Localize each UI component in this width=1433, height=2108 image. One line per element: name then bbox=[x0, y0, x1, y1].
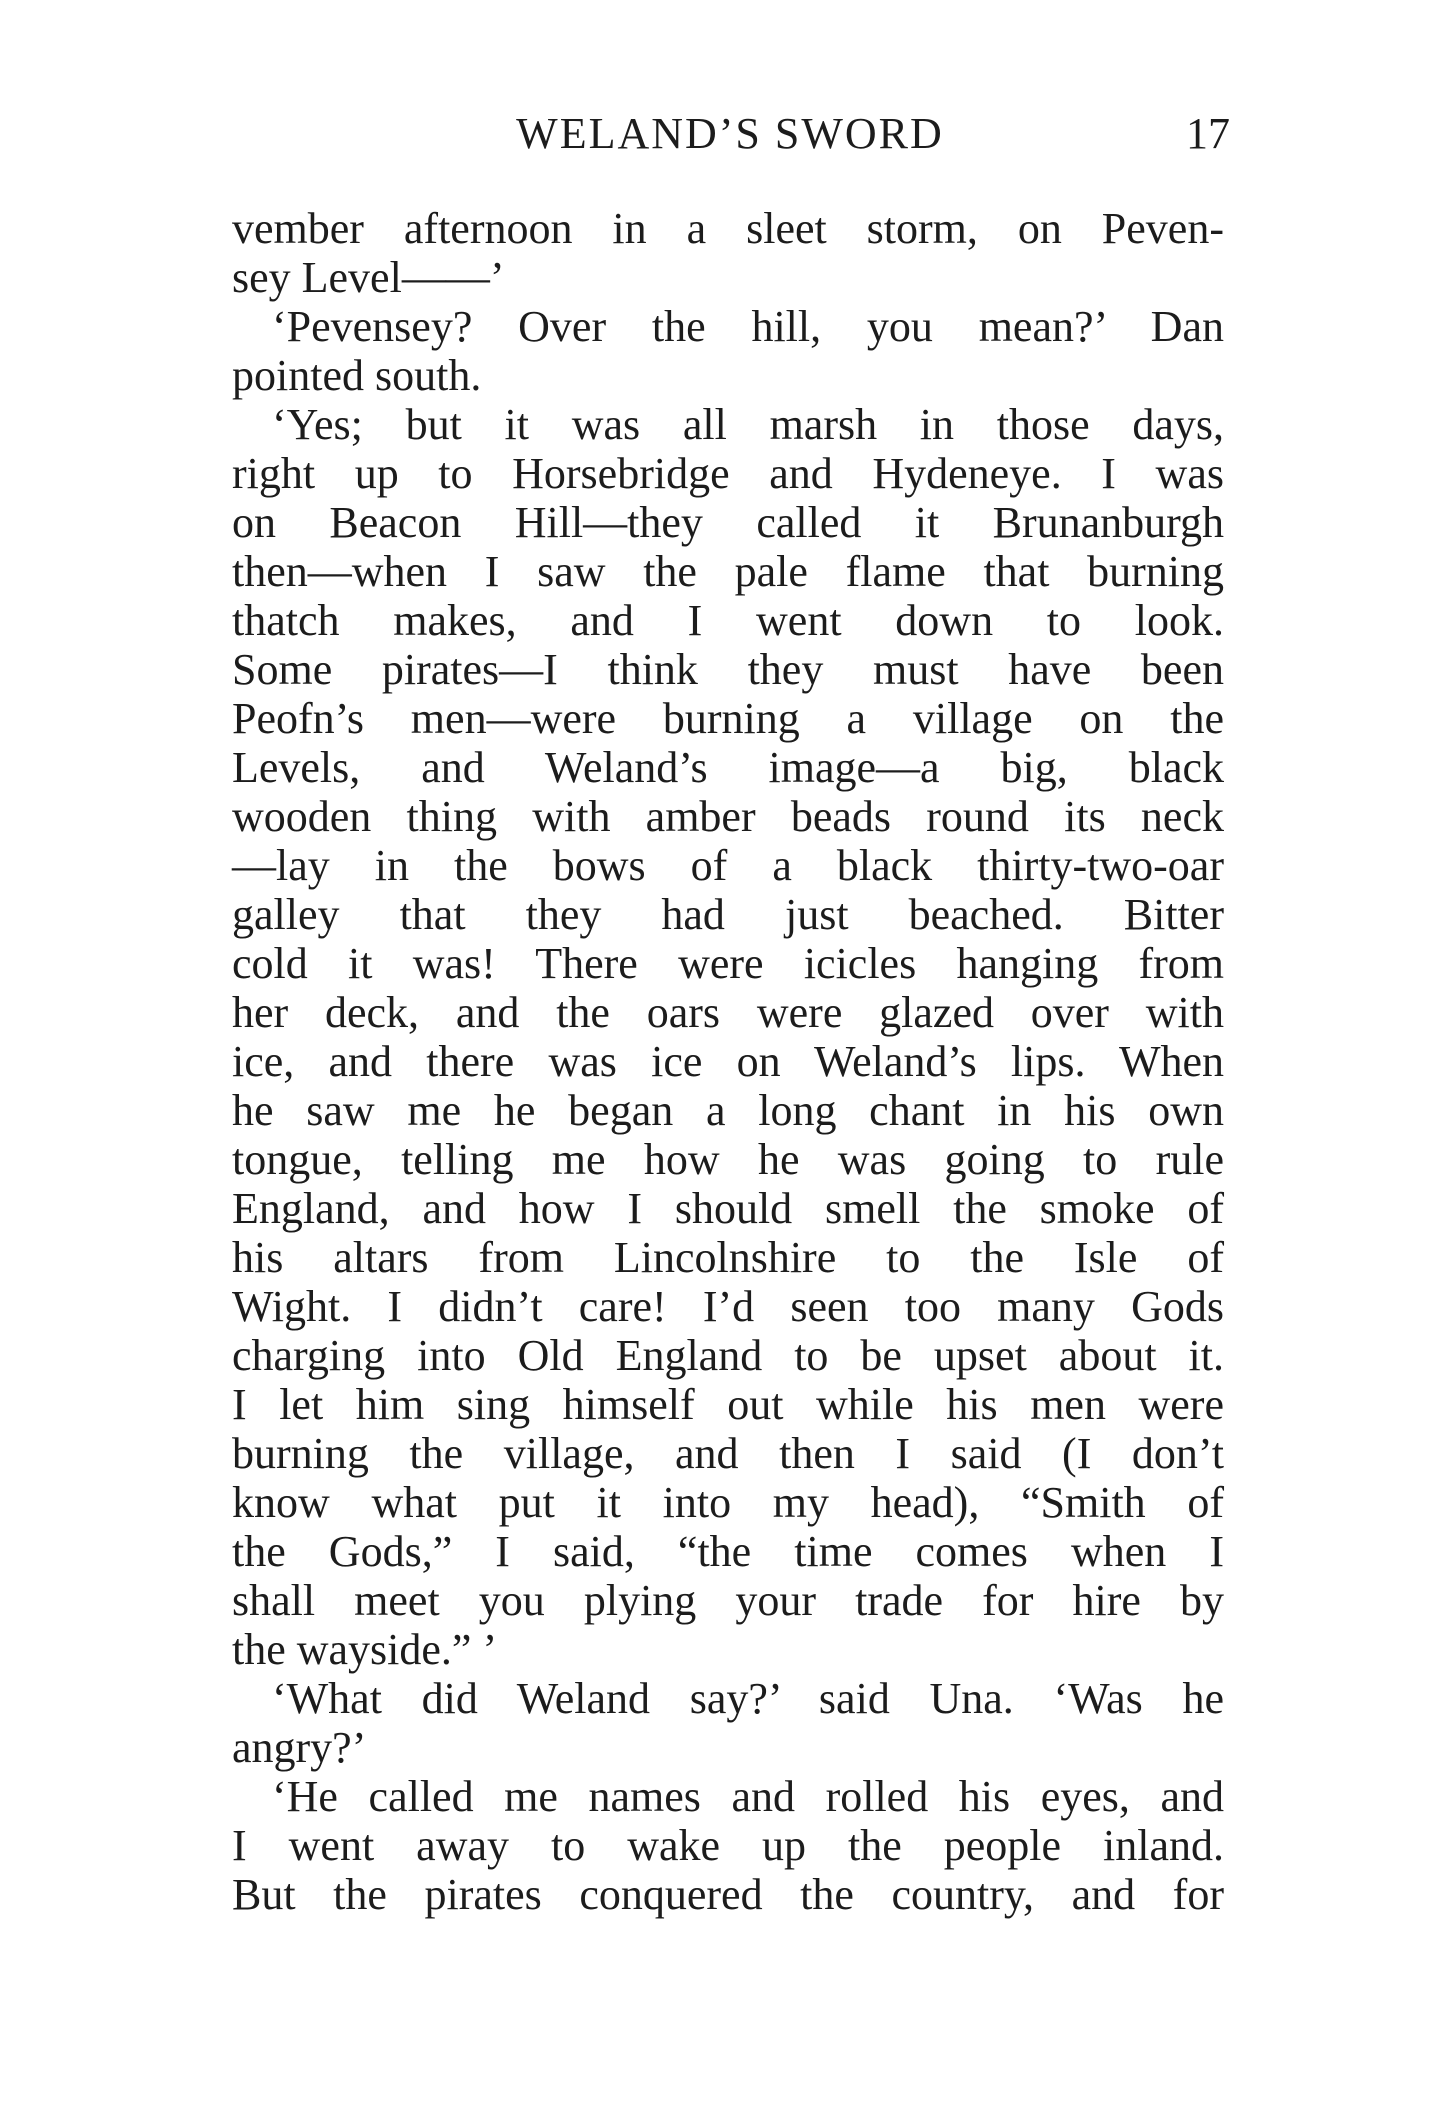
text-line: Some pirates—I think they must have been bbox=[232, 645, 1224, 694]
text-line: I went away to wake up the people inland. bbox=[232, 1821, 1224, 1870]
text-line: ‘He called me names and rolled his eyes, and bbox=[272, 1772, 1224, 1821]
page-header bbox=[230, 104, 1230, 164]
running-title: WELAND’S SWORD bbox=[516, 109, 944, 158]
text-line: tongue, telling me how he was going to rule bbox=[232, 1135, 1224, 1184]
text-line: Levels, and Weland’s image—a big, black bbox=[232, 743, 1224, 792]
text-line: pointed south. bbox=[232, 351, 482, 400]
text-line: then—when I saw the pale flame that burning bbox=[232, 547, 1224, 596]
text-line: burning the village, and then I said (I don’t bbox=[232, 1429, 1224, 1478]
text-line: wooden thing with amber beads round its neck bbox=[232, 792, 1224, 841]
text-line: ‘Yes; but it was all marsh in those days, bbox=[272, 400, 1224, 449]
text-line: But the pirates conquered the country, and for bbox=[232, 1870, 1224, 1919]
text-line: vember afternoon in a sleet storm, on Peven- bbox=[232, 204, 1224, 253]
text-line: know what put it into my head), “Smith of bbox=[232, 1478, 1224, 1527]
text-line: —lay in the bows of a black thirty-two-oar bbox=[232, 841, 1224, 890]
text-line: he saw me he began a long chant in his own bbox=[232, 1086, 1224, 1135]
text-line: ice, and there was ice on Weland’s lips. When bbox=[232, 1037, 1224, 1086]
text-line: angry?’ bbox=[232, 1723, 367, 1772]
text-line: Wight. I didn’t care! I’d seen too many Gods bbox=[232, 1282, 1224, 1331]
text-line: ‘What did Weland say?’ said Una. ‘Was he bbox=[272, 1674, 1224, 1723]
text-line: the wayside.” ’ bbox=[232, 1625, 498, 1674]
text-line: thatch makes, and I went down to look. bbox=[232, 596, 1224, 645]
text-line: on Beacon Hill—they called it Brunanburgh bbox=[232, 498, 1224, 547]
text-line: Peofn’s men—were burning a village on the bbox=[232, 694, 1224, 743]
text-line: England, and how I should smell the smoke of bbox=[232, 1184, 1224, 1233]
text-line: I let him sing himself out while his men were bbox=[232, 1380, 1224, 1429]
text-line: ‘Pevensey? Over the hill, you mean?’ Dan bbox=[272, 302, 1224, 351]
text-line: shall meet you plying your trade for hire by bbox=[232, 1576, 1224, 1625]
text-line: her deck, and the oars were glazed over with bbox=[232, 988, 1224, 1037]
text-line: the Gods,” I said, “the time comes when I bbox=[232, 1527, 1224, 1576]
text-line: sey Level——’ bbox=[232, 253, 505, 302]
text-line: cold it was! There were icicles hanging from bbox=[232, 939, 1224, 988]
text-line: his altars from Lincolnshire to the Isle of bbox=[232, 1233, 1224, 1282]
text-line: charging into Old England to be upset about it. bbox=[232, 1331, 1224, 1380]
body-text bbox=[232, 204, 1224, 1919]
page-number: 17 bbox=[1186, 109, 1230, 158]
text-line: right up to Horsebridge and Hydeneye. I was bbox=[232, 449, 1224, 498]
text-line: galley that they had just beached. Bitter bbox=[232, 890, 1224, 939]
